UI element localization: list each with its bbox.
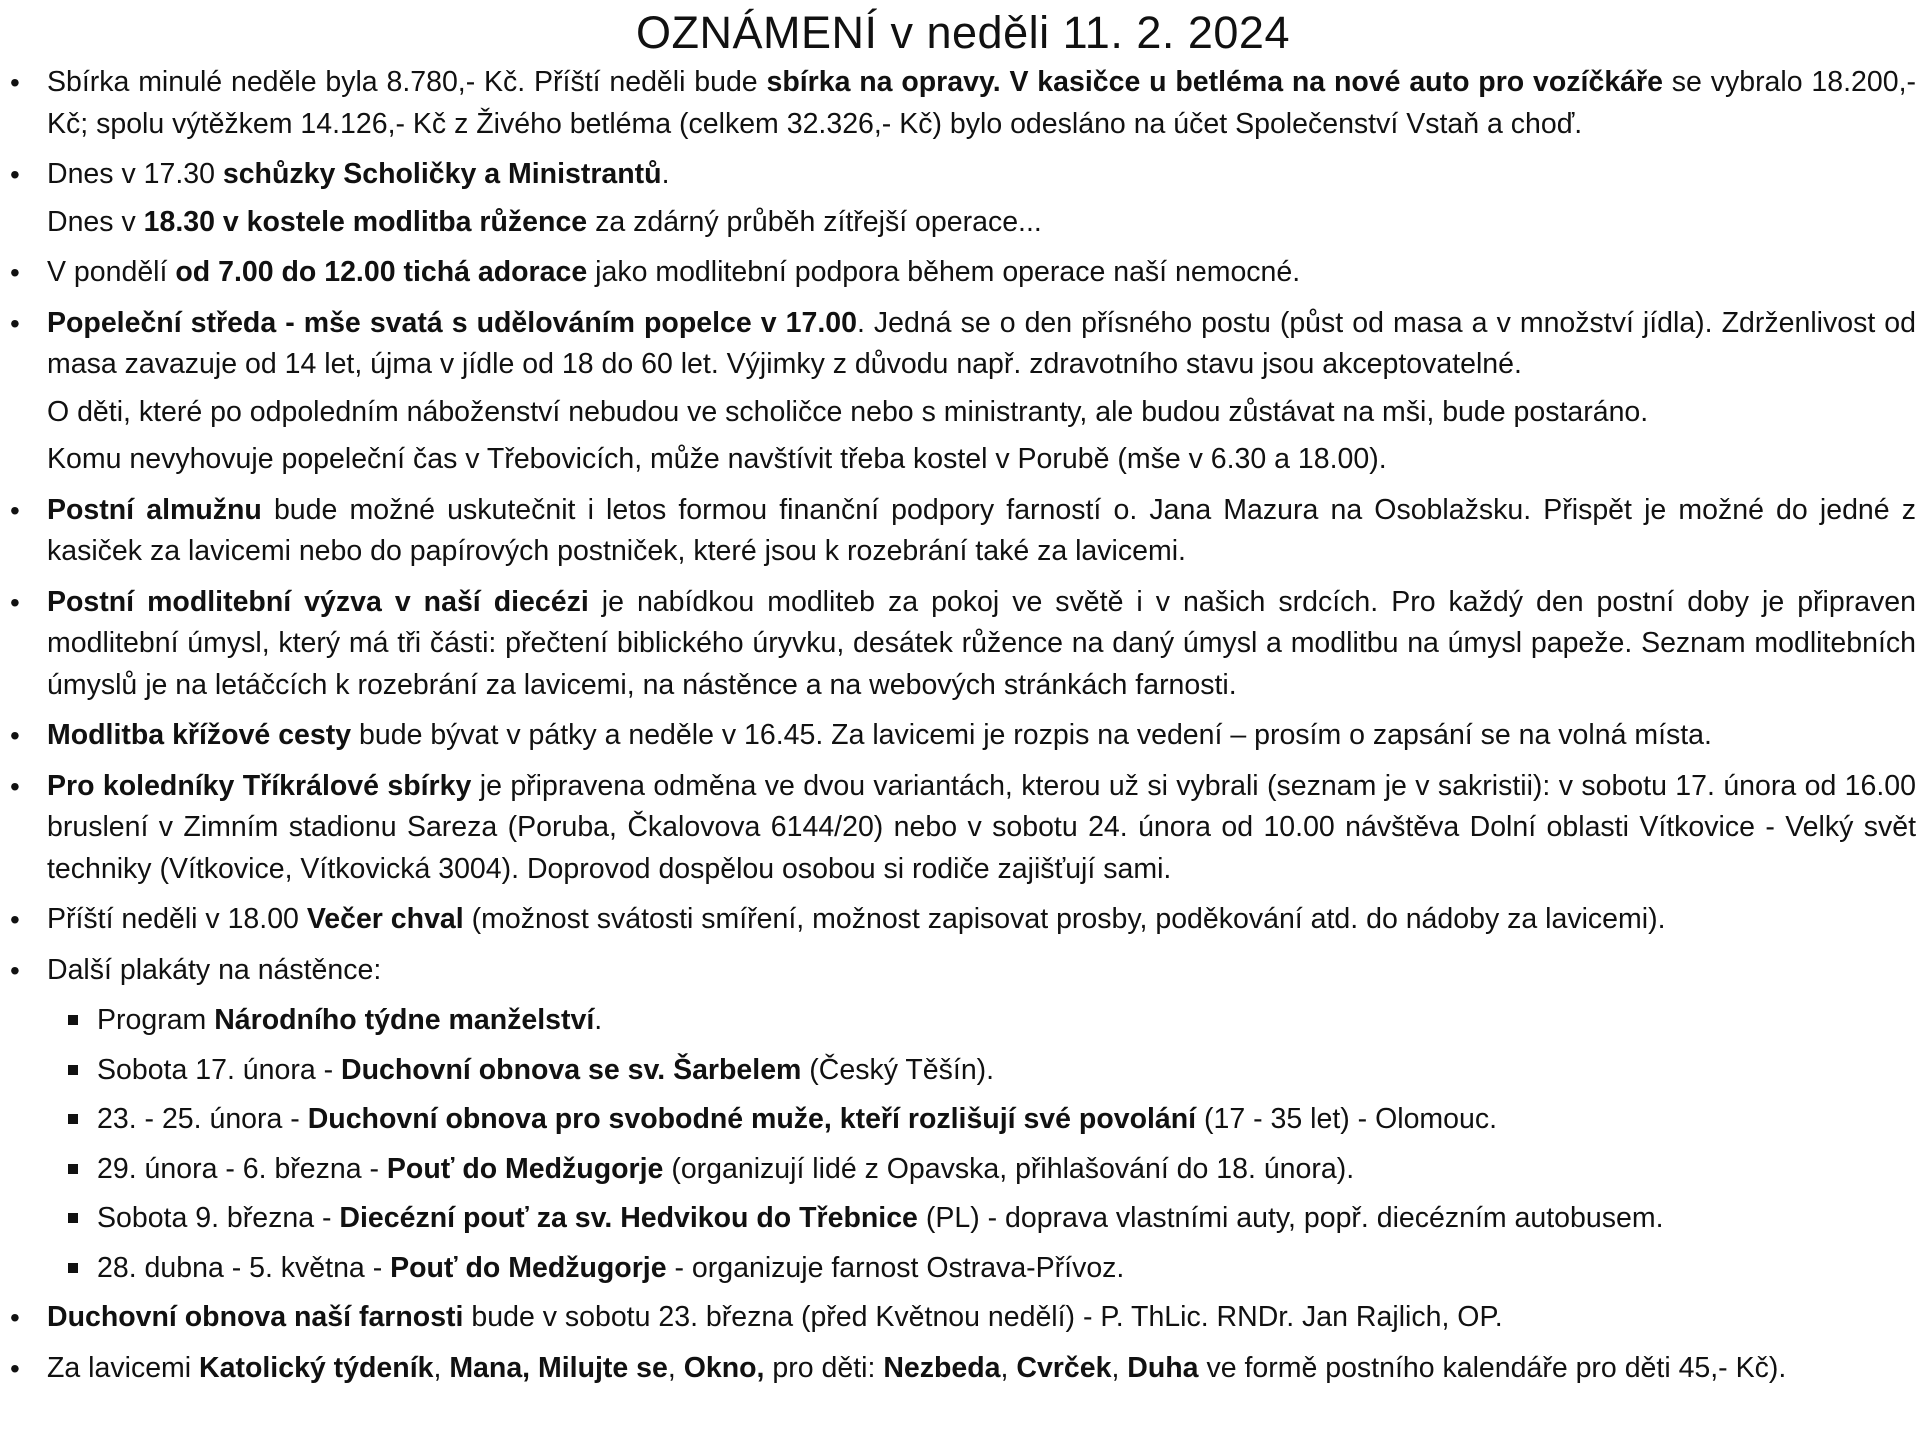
bold-text: schůzky Scholičky a Ministrantů bbox=[222, 158, 662, 190]
bold-text: Diecézní pouť za sv. Hedvikou do Třebnice bbox=[339, 1202, 918, 1234]
bullet-icon: • bbox=[10, 67, 20, 98]
text-run: (možnost svátosti smíření, možnost zapisovat prosby, poděkování atd. do nádoby za lavicemi). bbox=[463, 903, 1666, 935]
text-run: Dnes v bbox=[47, 205, 144, 238]
bold-text: Postní almužnu bbox=[47, 493, 262, 526]
text-run: bude bývat v pátky a neděle v 16.45. Za lavicemi je rozpis na vedení – prosím o zapsání se na volná místa. bbox=[351, 719, 1712, 751]
text-run: Za lavicemi bbox=[47, 1351, 200, 1384]
bold-text: Mana, Milujte se bbox=[449, 1351, 668, 1384]
text-run: Příští neděli v 18.00 bbox=[47, 903, 307, 935]
text-run: 28. dubna - 5. května - bbox=[97, 1251, 391, 1284]
text-run: (PL) - doprava vlastními auty, popř. diecézním autobusem. bbox=[917, 1202, 1664, 1234]
poster-list-item bbox=[10, 1050, 1916, 1092]
bold-text: Duchovní obnova se sv. Šarbelem bbox=[341, 1053, 802, 1086]
poster-list-item bbox=[10, 1099, 1916, 1141]
announcement-item bbox=[10, 252, 1916, 294]
text-run: Sbírka minulé neděle byla 8.780,- Kč. Příští neděli bude bbox=[47, 66, 767, 98]
bullet-icon: • bbox=[10, 1352, 20, 1384]
text-run: Komu nevyhovuje popeleční čas v Třebovicích, může navštívit třeba kostel v Porubě (mše v 6.30 a 18.00). bbox=[47, 443, 1387, 475]
text-run: . Jedná se o den přísného postu (půst od masa a v množství jídla). Zdrženlivost od masa zavazuje od 14 let, újma v jídle od 18 do 60 let. Výjimky z důvodu např. zdravotního stavu jsou akceptovatelné. bbox=[47, 306, 1916, 380]
square-bullet-icon bbox=[68, 1213, 78, 1223]
announcement-item bbox=[10, 715, 1916, 757]
announcement-item bbox=[10, 582, 1916, 707]
text-run: - organizuje farnost Ostrava-Přívoz. bbox=[666, 1251, 1125, 1284]
bold-text: Cvrček bbox=[1016, 1351, 1112, 1384]
bold-text: Pouť do Medžugorje bbox=[386, 1152, 664, 1185]
square-bullet-icon bbox=[68, 1114, 78, 1124]
text-run: je připravena odměna ve dvou variantách, kterou už si vybrali (seznam je v sakristii): v sobotu 17. února od 16.00 bruslení v Zimním stadionu Sareza (Poruba, Čkalovova 6144/20) nebo v sobotu 24. února od 10.00 návštěva Dolní oblasti Vítkovice - Velký svět techniky (Vítkovice, Vítkovická 3004). Doprovod dospělou osobou si rodiče zajišťují sami. bbox=[47, 769, 1917, 885]
bullet-icon: • bbox=[10, 159, 20, 190]
text-run: 29. února - 6. března - bbox=[97, 1152, 387, 1185]
text-run: za zdárný průběh zítřejší operace... bbox=[587, 205, 1042, 238]
announcement-item bbox=[10, 1297, 1916, 1339]
bold-text: V kasičce u betléma na nové auto pro vozíčkáře bbox=[1009, 66, 1663, 98]
bullet-icon: • bbox=[10, 904, 20, 935]
text-run: bude možné uskutečnit i letos formou finanční podpory farností o. Jana Mazura na Osoblažsku. Přispět je možné do jedné z kasiček za lavicemi nebo do papírových postniček, které jsou k rozebrání také za lavicemi. bbox=[47, 493, 1917, 567]
text-run: se vybralo 18.200,-Kč; spolu výtěžkem 14.126,- Kč z Živého betléma (celkem 32.326,- Kč) bylo odesláno na účet Společenství Vstaň a choď. bbox=[47, 66, 1916, 140]
text-run: pro děti: bbox=[764, 1351, 884, 1384]
text-run: V pondělí bbox=[47, 256, 176, 288]
poster-list-item bbox=[10, 1248, 1916, 1290]
announcement-item bbox=[10, 950, 1916, 992]
page-title: OZNÁMENÍ v neděli 11. 2. 2024 bbox=[636, 7, 1290, 58]
announcement-item bbox=[10, 766, 1916, 891]
bold-text: od 7.00 do 12.00 tichá adorace bbox=[175, 256, 588, 288]
announcement-continuation bbox=[10, 392, 1916, 434]
text-run: . bbox=[661, 158, 670, 190]
bold-text: Nezbeda bbox=[883, 1351, 1001, 1384]
poster-list-item bbox=[10, 1149, 1916, 1191]
announcement-item bbox=[10, 899, 1916, 941]
poster-list-item bbox=[10, 1198, 1916, 1240]
announcement-item bbox=[10, 490, 1916, 573]
bold-text: Národního týdne manželství bbox=[214, 1004, 595, 1036]
announcement-continuation bbox=[10, 202, 1916, 244]
text-run: . bbox=[594, 1004, 603, 1036]
bold-text: Duha bbox=[1127, 1351, 1199, 1384]
bold-text: Duchovní obnova naší farnosti bbox=[47, 1301, 464, 1333]
text-run: Sobota 17. února - bbox=[97, 1053, 342, 1086]
text-run: O děti, které po odpoledním náboženství nebudou ve scholičce nebo s ministranty, ale budou zůstávat na mši, bude postaráno. bbox=[47, 395, 1649, 428]
square-bullet-icon bbox=[68, 1015, 78, 1025]
bullet-icon: • bbox=[10, 257, 20, 288]
text-run: Program bbox=[97, 1004, 215, 1036]
announcement-continuation bbox=[10, 439, 1916, 481]
announcement-item bbox=[10, 303, 1916, 386]
text-run: bude v sobotu 23. března (před Květnou nedělí) - P. ThLic. RNDr. Jan Rajlich, OP. bbox=[463, 1301, 1503, 1333]
announcement-item bbox=[10, 1348, 1916, 1390]
bold-text: sbírka na opravy. bbox=[766, 66, 1001, 98]
text-run: (organizují lidé z Opavska, přihlašování do 18. února). bbox=[663, 1152, 1355, 1185]
text-run: Sobota 9. března - bbox=[97, 1202, 340, 1234]
text-run: (17 - 35 let) - Olomouc. bbox=[1196, 1103, 1498, 1135]
text-run: je nabídkou modliteb za pokoj ve světě i v našich srdcích. Pro každý den postní doby je připraven modlitební úmysl, který má tři části: přečtení biblického úryvku, desátek růžence na daný úmysl a modlitbu na úmysl papeže. Seznam modlitebních úmyslů je na letáčcích k rozebrání za lavicemi, na nástěnce a na webových stránkách farnosti. bbox=[47, 585, 1917, 701]
text-run: Dnes v 17.30 bbox=[47, 158, 223, 190]
bold-text: Pro koledníky Tříkrálové sbírky bbox=[47, 769, 472, 802]
bold-text: Večer chval bbox=[306, 903, 464, 935]
bullet-icon: • bbox=[10, 307, 20, 339]
bold-text: Duchovní obnova pro svobodné muže, kteří rozlišují své povolání bbox=[307, 1103, 1197, 1135]
text-run: (Český Těšín). bbox=[801, 1053, 995, 1086]
bold-text: Okno, bbox=[683, 1351, 765, 1384]
square-bullet-icon bbox=[68, 1164, 78, 1174]
text-run: , bbox=[1000, 1351, 1017, 1384]
text-run: , bbox=[433, 1351, 450, 1384]
text-run: , bbox=[1111, 1351, 1128, 1384]
announcement-item bbox=[10, 154, 1916, 196]
text-run: jako modlitební podpora během operace naší nemocné. bbox=[587, 256, 1301, 288]
bullet-icon: • bbox=[10, 586, 20, 618]
bullet-icon: • bbox=[10, 954, 20, 986]
square-bullet-icon bbox=[68, 1263, 78, 1273]
bullet-icon: • bbox=[10, 1302, 20, 1333]
text-run: ve formě postního kalendáře pro děti 45,- Kč). bbox=[1198, 1351, 1787, 1384]
bold-text: Pouť do Medžugorje bbox=[390, 1251, 667, 1284]
square-bullet-icon bbox=[68, 1065, 78, 1075]
text-run: Další plakáty na nástěnce: bbox=[47, 953, 382, 986]
bullet-icon: • bbox=[10, 494, 20, 526]
bold-text: Modlitba křížové cesty bbox=[47, 719, 352, 751]
announcement-item bbox=[10, 62, 1916, 145]
bold-text: Postní modlitební výzva v naší diecézi bbox=[47, 585, 589, 618]
bullet-icon: • bbox=[10, 720, 20, 751]
text-run: 23. - 25. února - bbox=[97, 1103, 308, 1135]
announcement-list bbox=[10, 62, 1916, 1389]
bold-text: 18.30 v kostele modlitba růžence bbox=[143, 205, 588, 238]
bold-text: Katolický týdeník bbox=[199, 1351, 434, 1384]
text-run: , bbox=[667, 1351, 684, 1384]
bold-text: Popeleční středa - mše svatá s udělováním popelce v 17.00 bbox=[47, 306, 857, 339]
bullet-icon: • bbox=[10, 770, 20, 802]
poster-list-item bbox=[10, 1000, 1916, 1042]
